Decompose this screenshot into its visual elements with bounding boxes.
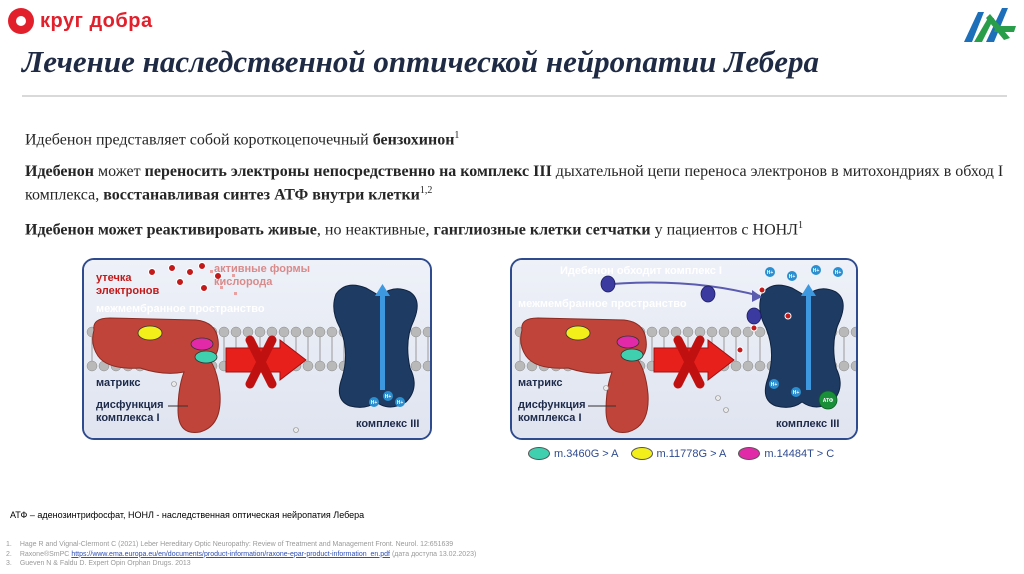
svg-text:H+: H+ [384, 394, 392, 400]
legend-label: m.11778G > A [656, 447, 727, 460]
svg-text:H+: H+ [396, 400, 404, 406]
p2-text-2: дыхательной цепи переноса электронов в митохондриях в обход I комплекса, [25, 163, 1004, 204]
p2-bold-2: переносить электроны непосредственно на комплекс III [144, 163, 552, 180]
reference-link[interactable]: https://www.ema.europa.eu/en/documents/product-information/raxone-epar-product-information_en.pdf [71, 550, 390, 558]
svg-text:H+: H+ [370, 400, 378, 406]
brand-logo [8, 8, 153, 34]
label-ros-2: кислорода [214, 276, 273, 288]
paragraph-2 [25, 162, 1005, 204]
p1-sup: 1 [454, 130, 460, 141]
label-complex-iii: комплекс III [776, 418, 840, 430]
complex-iii-shape [760, 285, 843, 407]
p1-bold: бензохинон [372, 131, 455, 149]
p2-bold-3: восстанавливая синтез АТФ внутри клетки [103, 186, 420, 204]
label-matrix: матрикс [96, 377, 141, 389]
reference-text: Gueven N & Faldu D. Expert Opin Orphan Drugs. 2013 [19, 560, 191, 567]
legend-item-11778 [631, 447, 727, 460]
p2-text-1: может [93, 163, 145, 180]
diagram-left-panel [82, 258, 432, 440]
label-ros-1: активные формы [214, 263, 311, 275]
p2-sup: 1,2 [419, 185, 433, 196]
p3-bold-2: ганглиозные клетки сетчатки [433, 221, 651, 239]
legend-label: m.14484T > C [764, 447, 835, 460]
label-intermembrane: межмембранное пространство [96, 303, 265, 315]
reference-number: 3. [6, 560, 12, 567]
reference-text [20, 550, 476, 560]
legend-swatch-yellow [631, 447, 653, 460]
reference-number: 2. [6, 550, 12, 558]
p3-text-2: у пациентов с НОНЛ [650, 221, 799, 239]
p3-bold-1: Идебенон может реактивировать живые [25, 221, 317, 239]
reference-item [6, 540, 476, 550]
legend-swatch-cyan [528, 447, 550, 460]
label-dysfunction-2: комплекса I [96, 412, 160, 424]
p2-bold-1: Идебенон [25, 163, 94, 180]
mutation-yellow [138, 326, 162, 340]
svg-text:H+: H+ [812, 268, 820, 274]
reference-item [6, 559, 476, 569]
circle-logo-icon [8, 8, 34, 34]
label-electron-leak-1: утечка [96, 272, 132, 284]
corner-logo-icon [960, 4, 1018, 44]
label-dysfunction-1: дисфункция [518, 399, 586, 411]
mutation-legend [528, 447, 834, 460]
p3-sup: 1 [798, 220, 804, 231]
references-list [6, 540, 476, 569]
mutation-cyan [195, 351, 217, 363]
svg-text:H+: H+ [788, 274, 796, 280]
mutation-magenta [191, 338, 213, 350]
svg-text:H+: H+ [792, 390, 800, 396]
reference-text: Hage R and Vignal-Clermont C (2021) Leber Hereditary Optic Neuropathy: Review of Treatment and Management Front. Neurol. 12:651639 [19, 541, 454, 548]
paragraph-3 [25, 216, 1005, 239]
reference-number: 1. [6, 541, 12, 548]
svg-text:H+: H+ [766, 270, 774, 276]
diagram-right-panel [510, 258, 858, 440]
mutation-magenta [617, 336, 639, 348]
paragraph-1 [25, 126, 1005, 149]
label-matrix: матрикс [518, 377, 563, 389]
svg-text:H+: H+ [770, 382, 778, 388]
abbreviations-footnote: АТФ – аденозинтрифосфат, НОНЛ - наследственная оптическая нейропатия Лебера [10, 510, 365, 520]
proton-channel [806, 294, 811, 390]
complex-iii-shape [334, 285, 417, 407]
reference-suffix: (дата доступа 13.02.2023) [390, 550, 477, 558]
reference-item [6, 550, 476, 560]
label-intermembrane: межмембранное пространство [518, 298, 687, 310]
label-bypass: Идебенон обходит комплекс I [560, 265, 722, 277]
svg-text:H+: H+ [834, 270, 842, 276]
page-title: Лечение наследственной оптической нейропатии Лебера [22, 44, 820, 79]
p1-text: Идебенон представляет собой короткоцепочечный [25, 131, 373, 149]
label-dysfunction-1: дисфункция [96, 399, 164, 411]
mutation-cyan [621, 349, 643, 361]
label-complex-iii: комплекс III [356, 418, 420, 430]
label-dysfunction-2: комплекса I [518, 412, 582, 424]
legend-swatch-magenta [738, 447, 760, 460]
legend-item-14484 [738, 447, 834, 460]
proton-channel [380, 294, 385, 390]
title-divider [22, 95, 1007, 97]
mutation-yellow [566, 326, 590, 340]
legend-item-3460 [528, 447, 619, 460]
label-atp: АТФ [822, 398, 834, 404]
p3-text-1: , но неактивные, [316, 221, 434, 239]
reference-prefix: Raxone®SmPC [19, 550, 72, 558]
label-electron-leak-2: электронов [96, 285, 160, 297]
brand-name: круг добра [40, 9, 153, 32]
legend-label: m.3460G > A [554, 447, 619, 460]
